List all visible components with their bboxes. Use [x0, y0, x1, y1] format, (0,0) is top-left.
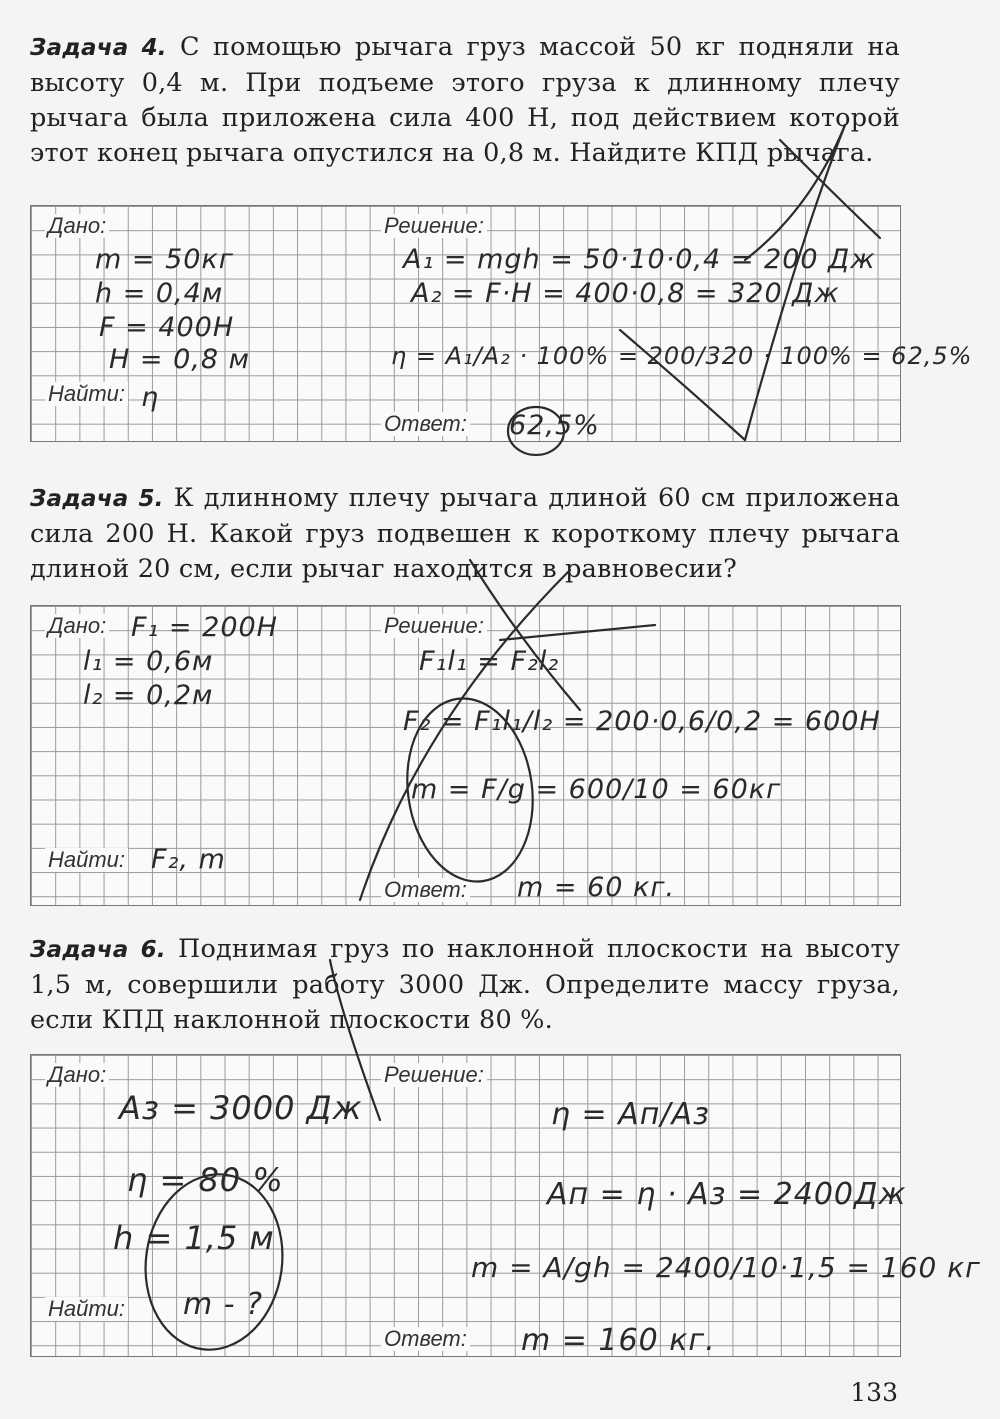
- task-5-solution-label: Решение:: [381, 614, 487, 638]
- task-4-given-mass: m = 50кг: [95, 244, 234, 275]
- task-4-statement: [30, 30, 900, 171]
- task-6-given-height: h = 1,5 м: [113, 1219, 275, 1257]
- task-6-given-work: Aз = 3000 Дж: [119, 1089, 363, 1127]
- task-4-solution-line-1: A₁ = mgh = 50·10·0,4 = 200 Дж: [403, 244, 876, 275]
- task-5-answer-label: Ответ:: [381, 878, 470, 902]
- task-6-solution-label: Решение:: [381, 1063, 487, 1087]
- task-6-text: Поднимая груз по наклонной плоскости на высоту 1,5 м, совершили работу 3000 Дж. Определите массу груза, если КПД наклонной плоскости 80 %.: [30, 934, 900, 1035]
- task-6-grid: [30, 1054, 981, 1358]
- task-5-given-short-arm: l₂ = 0,2м: [83, 680, 214, 711]
- task-4-find-value: η: [141, 382, 160, 413]
- task-4-solution-label: Решение:: [381, 214, 487, 238]
- task-6-statement: [30, 932, 900, 1038]
- task-5-answer-value: m = 60 кг.: [517, 872, 676, 903]
- task-6-answer-value: m = 160 кг.: [521, 1323, 716, 1358]
- page-number: 133: [850, 1378, 898, 1407]
- task-5-statement: [30, 481, 900, 587]
- task-5-solution-line-1: F₁l₁ = F₂l₂: [419, 646, 560, 677]
- task-6-given-efficiency: η = 80 %: [127, 1161, 284, 1199]
- task-4-given-force: F = 400Н: [99, 312, 235, 343]
- task-6-answer-label: Ответ:: [381, 1327, 470, 1351]
- task-4-solution-line-2: A₂ = F·H = 400·0,8 = 320 Дж: [411, 278, 840, 309]
- task-6-solution-line-2: Aп = η · Aз = 2400Дж: [547, 1177, 907, 1212]
- task-5-solution-line-3: m = F/g = 600/10 = 60кг: [411, 774, 782, 805]
- task-4-solution-line-3: η = A₁/A₂ · 100% = 200/320 · 100% = 62,5%: [391, 342, 973, 370]
- task-4-given-distance: H = 0,8 м: [109, 344, 250, 375]
- task-6-solution-line-3: m = A/gh = 2400/10·1,5 = 160 кг: [471, 1251, 981, 1284]
- task-5-text: К длинному плечу рычага длиной 60 см приложена сила 200 Н. Какой груз подвешен к короткому плечу рычага длиной 20 см, если рычаг находится в равновесии?: [30, 483, 900, 584]
- task-5-number: Задача 5.: [30, 486, 164, 512]
- task-4-grid: [30, 205, 973, 442]
- task-4-number: Задача 4.: [30, 35, 167, 61]
- task-5-solution-line-2: F₂ = F₁l₁/l₂ = 200·0,6/0,2 = 600Н: [403, 706, 881, 737]
- task-5-grid: [30, 605, 901, 906]
- task-5-given-long-arm: l₁ = 0,6м: [83, 646, 214, 677]
- task-4-given-height: h = 0,4м: [95, 278, 224, 309]
- task-6-given-label: Дано:: [45, 1063, 109, 1087]
- task-4-find-label: Найти:: [45, 382, 128, 406]
- task-6-find-value: m - ?: [183, 1287, 264, 1322]
- task-5-given-force: F₁ = 200Н: [131, 612, 278, 643]
- task-4-answer-label: Ответ:: [381, 412, 470, 436]
- task-4-text: С помощью рычага груз массой 50 кг подняли на высоту 0,4 м. При подъеме этого груза к длинному плечу рычага была приложена сила 400 Н, под действием которой этот конец рычага опустился на 0,8 м. Найдите КПД рычага.: [30, 32, 900, 168]
- task-4-given-label: Дано:: [45, 214, 109, 238]
- task-6-number: Задача 6.: [30, 937, 166, 963]
- task-4-answer-value: 62,5%: [509, 410, 600, 441]
- task-5-find-label: Найти:: [45, 848, 128, 872]
- task-6-find-label: Найти:: [45, 1297, 128, 1321]
- task-5-given-label: Дано:: [45, 614, 109, 638]
- task-6-solution-line-1: η = Aп/Aз: [551, 1097, 710, 1132]
- task-5-find-value: F₂, m: [151, 844, 226, 875]
